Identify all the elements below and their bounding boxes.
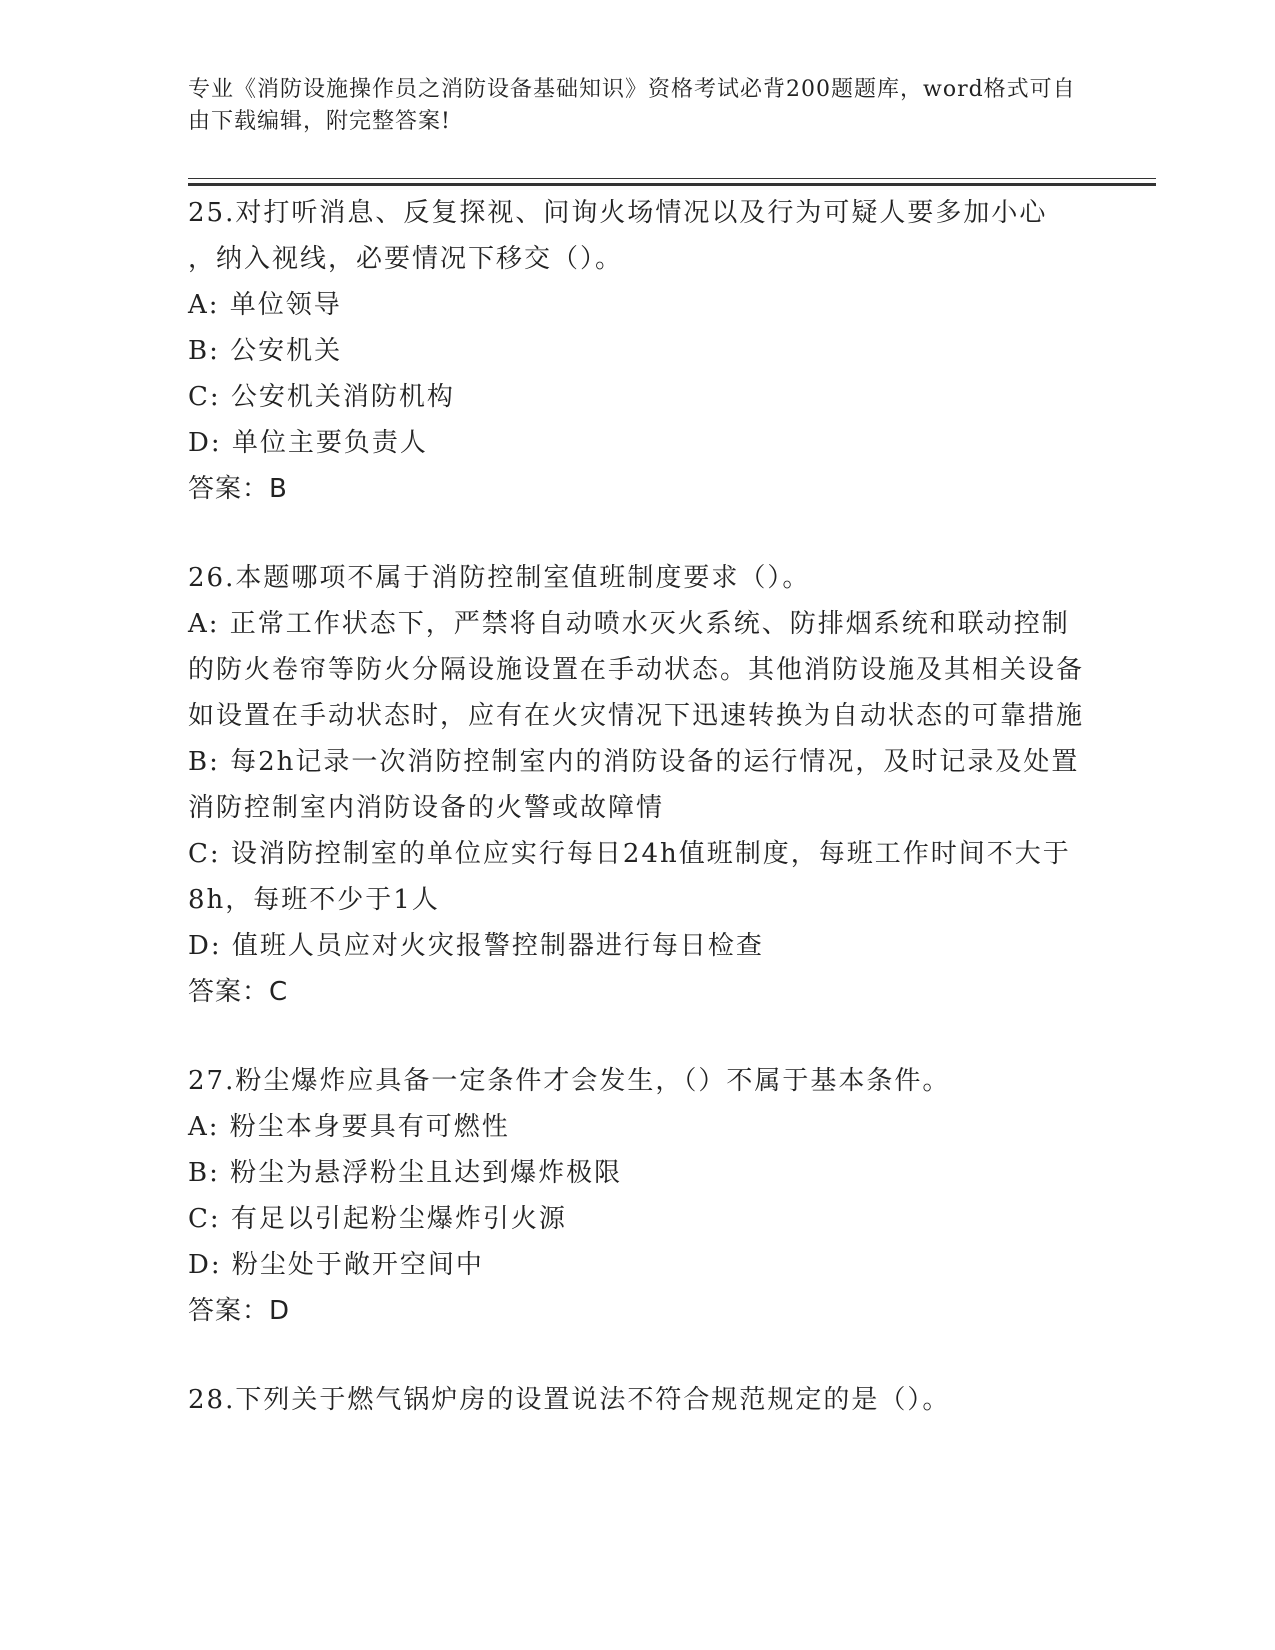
option-b: B: 粉尘为悬浮粉尘且达到爆炸极限 [188, 1158, 623, 1188]
answer-26: 答案：C [188, 977, 289, 1007]
answer-25: 答案：B [188, 474, 288, 504]
option-d: D: 值班人员应对火灾报警控制器进行每日检查 [188, 931, 764, 961]
option-c: C: 设消防控制室的单位应实行每日24h值班制度，每班工作时间不大于8h，每班不少于1人 [188, 839, 1071, 915]
question-stem-line: ，纳入视线，必要情况下移交（）。 [188, 244, 624, 274]
question-28 [188, 1377, 1088, 1423]
question-stem-line: 26.本题哪项不属于消防控制室值班制度要求（）。 [188, 563, 811, 593]
option-d: D: 粉尘处于敞开空间中 [188, 1250, 484, 1280]
question-stem-line: 27.粉尘爆炸应具备一定条件才会发生，（）不属于基本条件。 [188, 1066, 951, 1096]
option-c: C: 有足以引起粉尘爆炸引火源 [188, 1204, 567, 1234]
option-c: C: 公安机关消防机构 [188, 382, 455, 412]
header-divider-thick [188, 183, 1156, 186]
document-header: 专业《消防设施操作员之消防设备基础知识》资格考试必背200题题库，word格式可自由下载编辑，附完整答案! [188, 77, 1076, 134]
question-26 [188, 555, 1088, 969]
question-stem-line: 28.下列关于燃气锅炉房的设置说法不符合规范规定的是（）。 [188, 1385, 951, 1415]
question-list [188, 190, 1088, 1423]
question-25 [188, 190, 1088, 466]
header-divider-thin [188, 178, 1156, 179]
question-stem-line: 25.对打听消息、反复探视、问询火场情况以及行为可疑人要多加小心 [188, 198, 1048, 228]
option-b: B: 公安机关 [188, 336, 343, 366]
option-b: B: 每2h记录一次消防控制室内的消防设备的运行情况，及时记录及处置消防控制室内消防设备的火警或故障情 [188, 747, 1080, 823]
option-d: D: 单位主要负责人 [188, 428, 428, 458]
question-27 [188, 1058, 1088, 1288]
option-a: A: 正常工作状态下，严禁将自动喷水灭火系统、防排烟系统和联动控制的防火卷帘等防火分隔设施设置在手动状态。其他消防设施及其相关设备如设置在手动状态时，应有在火灾情况下迅速转换为自动状态的可靠措施 [188, 609, 1085, 731]
answer-27: 答案：D [188, 1296, 291, 1326]
option-a: A: 单位领导 [188, 290, 342, 320]
option-a: A: 粉尘本身要具有可燃性 [188, 1112, 510, 1142]
